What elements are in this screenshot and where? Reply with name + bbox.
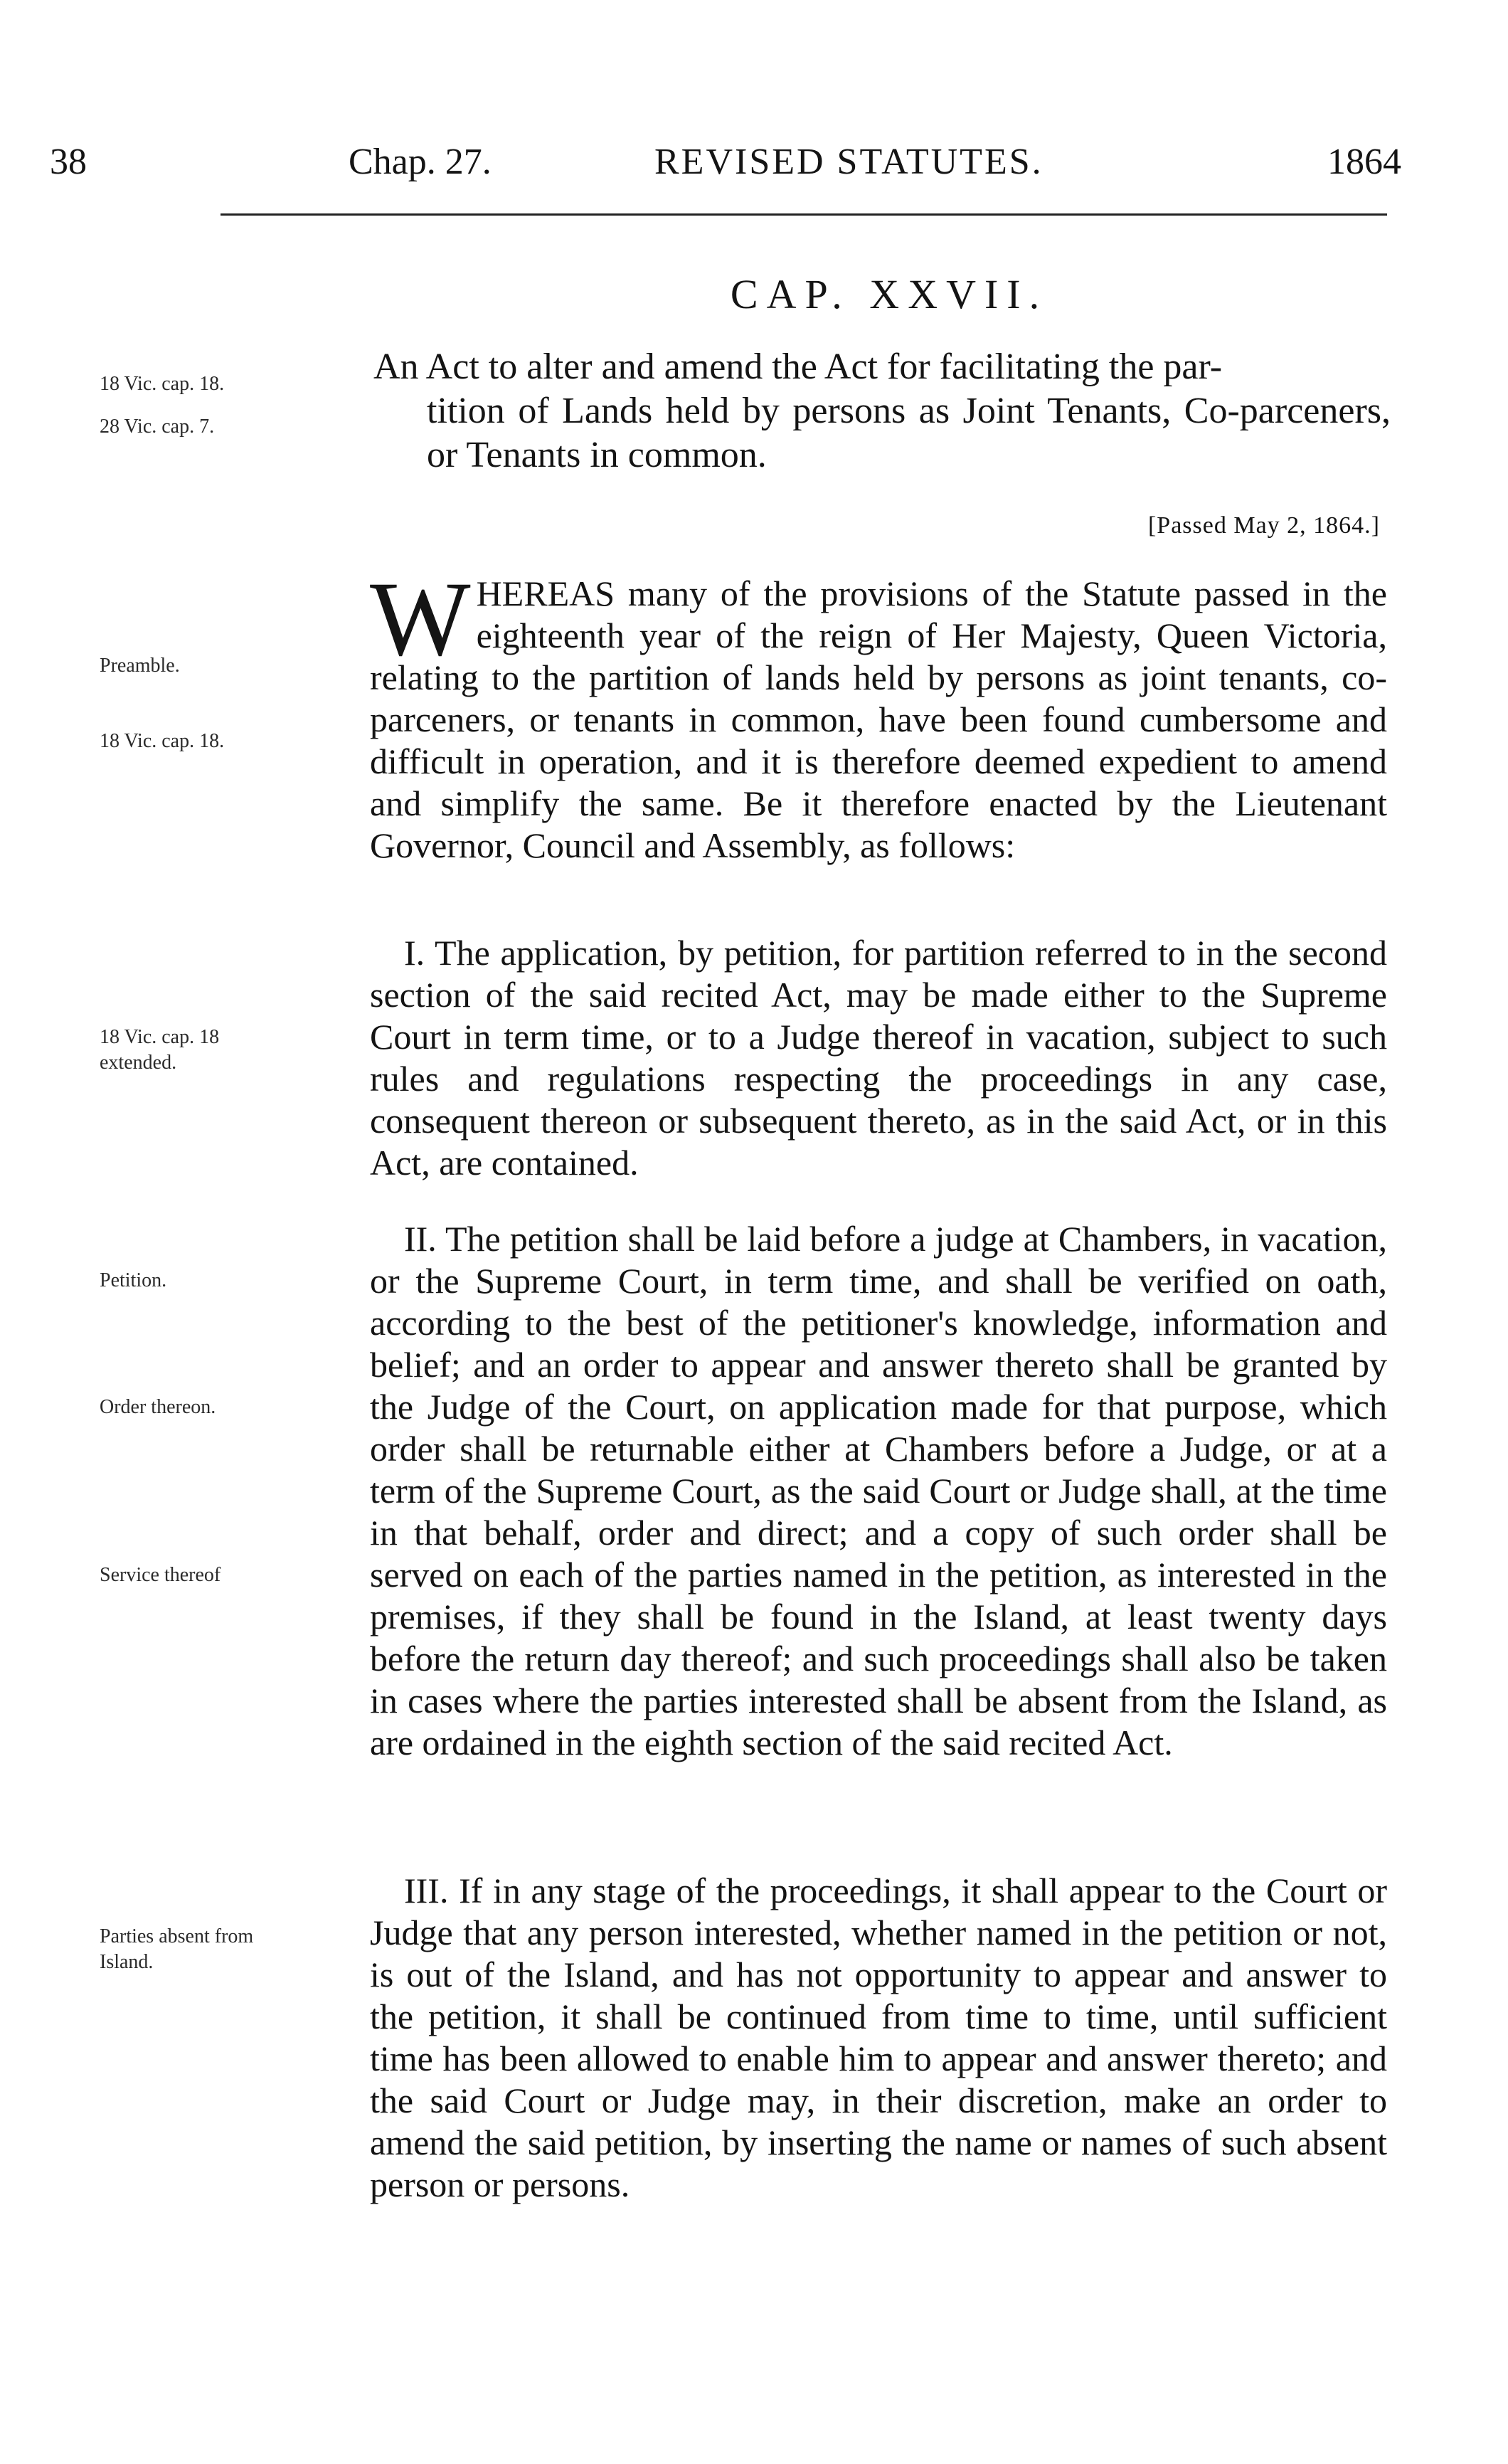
cap-title: CAP. XXVII. (730, 271, 1048, 317)
margin-note-ref3: 18 Vic. cap. 18. (100, 730, 225, 752)
margin-note-parties: Parties absent from Island. (100, 1925, 254, 1973)
preamble-paragraph (370, 560, 1387, 867)
header-rule (221, 213, 1387, 216)
page-header (50, 141, 1401, 191)
passed-date: [Passed May 2, 1864.] (1147, 512, 1380, 539)
margin-note-ref2: 28 Vic. cap. 7. (100, 416, 215, 438)
header-year: 1864 (1327, 142, 1401, 182)
preamble-text: HEREAS many of the provisions of the Statute passed in the eighteenth year of the reign of Her Majesty, Queen Victoria, relating to the partition of lands held by persons as joint tenants, co-parceners, or tenants in common, have been found cumbersome and difficult in operation, and it is therefore deemed expedient to amend and simplify the same. Be it therefore enacted by the Lieutenant Governor, Council and Assembly, as follows: (370, 573, 1387, 865)
margin-note-order: Order thereon. (100, 1396, 216, 1418)
margin-note-petition: Petition. (100, 1269, 167, 1291)
act-title-line1: An Act to alter and amend the Act for facilitating the par- (373, 347, 1223, 387)
section-3-text: III. If in any stage of the proceedings, it shall appear to the Court or Judge that any person interested, whether named in the petition or not, is out of the Island, and has not opportunity to appear and answer to the petition, it shall be continued from time to time, until sufficient time has been allowed to enable him to appear and answer thereto; and the said Court or Judge may, in their discretion, make an order to amend the said petition, by inserting the name or names of such absent person or persons. (370, 1871, 1387, 2204)
margin-note-preamble: Preamble. (100, 655, 180, 677)
section-2 (370, 1218, 1387, 1764)
margin-note-ref1: 18 Vic. cap. 18. (100, 373, 225, 395)
margin-note-service: Service thereof (100, 1564, 221, 1586)
section-3 (370, 1870, 1387, 2206)
act-title-rest: tition of Lands held by persons as Joint Tenants, Co-parceners, or Tenants in common. (427, 391, 1391, 475)
act-title (373, 345, 1391, 477)
drop-cap: W (370, 560, 471, 678)
chapter-label: Chap. 27. (349, 142, 492, 182)
section-1-text: I. The application, by petition, for partition referred to in the second section of the said recited Act, may be made either to the Supreme Court in term time, or to a Judge thereof in vacation, subject to such rules and regulations respecting the proceedings in any case, consequent thereon or subsequent thereto, as in the said Act, or in this Act, are contained. (370, 933, 1387, 1183)
section-2-text: II. The petition shall be laid before a judge at Chambers, in vacation, or the Supreme Court, in term time, and shall be verified on oath, according to the best of the petitioner's knowledge, information and belief; and an order to appear and answer thereto shall be granted by the Judge of the Court, on application made for that purpose, which order shall be returnable either at Chambers before a Judge, or at a term of the Supreme Court, as the said Court or Judge shall, at the time in that behalf, order and direct; and a copy of such order shall be served on each of the parties named in the petition, as interested in the premises, if they shall be found in the Island, at least twenty days before the return day thereof; and such proceedings shall also be taken in cases where the parties interested shall be absent from the Island, as are ordained in the eighth section of the said recited Act. (370, 1219, 1387, 1762)
section-1 (370, 932, 1387, 1184)
margin-note-extended: 18 Vic. cap. 18 extended. (100, 1026, 220, 1074)
running-title: REVISED STATUTES. (654, 142, 1044, 182)
page-number: 38 (50, 142, 87, 182)
